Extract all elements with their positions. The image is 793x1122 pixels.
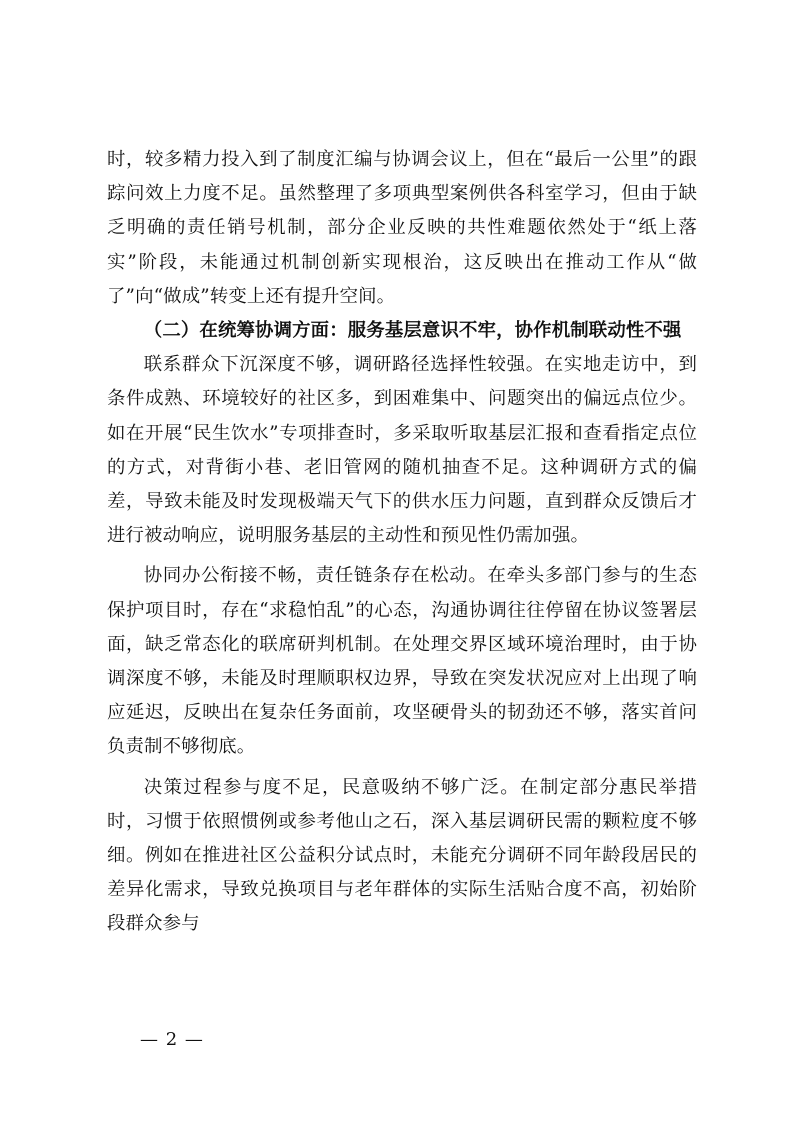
paragraph-decision: 决策过程参与度不足，民意吸纳不够广泛。在制定部分惠民举措时，习惯于依照惯例或参考他山之石，深入基层调研民需的颗粒度不够细。例如在推进社区公益积分试点时，未能充分调研不同年龄段居民的差异化需求，导致兑换项目与老年群体的实际生活贴合度不高，初始阶段群众参与 xyxy=(107,776,697,935)
section-heading: （二）在统筹协调方面：服务基层意识不牢，协作机制联动性不强 xyxy=(143,320,682,342)
paragraph-outreach: 联系群众下沉深度不够，调研路径选择性较强。在实地走访中，到条件成熟、环境较好的社区多，到困难集中、问题突出的偏远点位少。如在开展“民生饮水”专项排查时，多采取听取基层汇报和查看指定点位的方式，对背街小巷、老旧管网的随机抽查不足。这种调研方式的偏差，导致未能及时发现极端天气下的供水压力问题，直到群众反馈后才进行被动响应，说明服务基层的主动性和预见性仍需加强。 xyxy=(107,354,697,547)
page-number: — 2 — xyxy=(140,1029,204,1050)
paragraph-coordination: 协同办公衔接不畅，责任链条存在松动。在牵头多部门参与的生态保护项目时，存在“求稳怕乱”的心态，沟通协调往往停留在协议签署层面，缺乏常态化的联席研判机制。在处理交界区域环境治理时，由于协调深度不够，未能及时理顺职权边界，导致在突发状况应对上出现了响应延迟，反映出在复杂任务面前，攻坚硬骨头的韧劲还不够，落实首问负责制不够彻底。 xyxy=(107,565,697,758)
document-body xyxy=(107,143,697,942)
paragraph-continuation: 时，较多精力投入到了制度汇编与协调会议上，但在“最后一公里”的跟踪问效上力度不足。虽然整理了多项典型案例供各科室学习，但由于缺乏明确的责任销号机制，部分企业反映的共性难题依然处于“纸上落实”阶段，未能通过机制创新实现根治，这反映出在推动工作从“做了”向“做成”转变上还有提升空间。 xyxy=(107,149,697,307)
